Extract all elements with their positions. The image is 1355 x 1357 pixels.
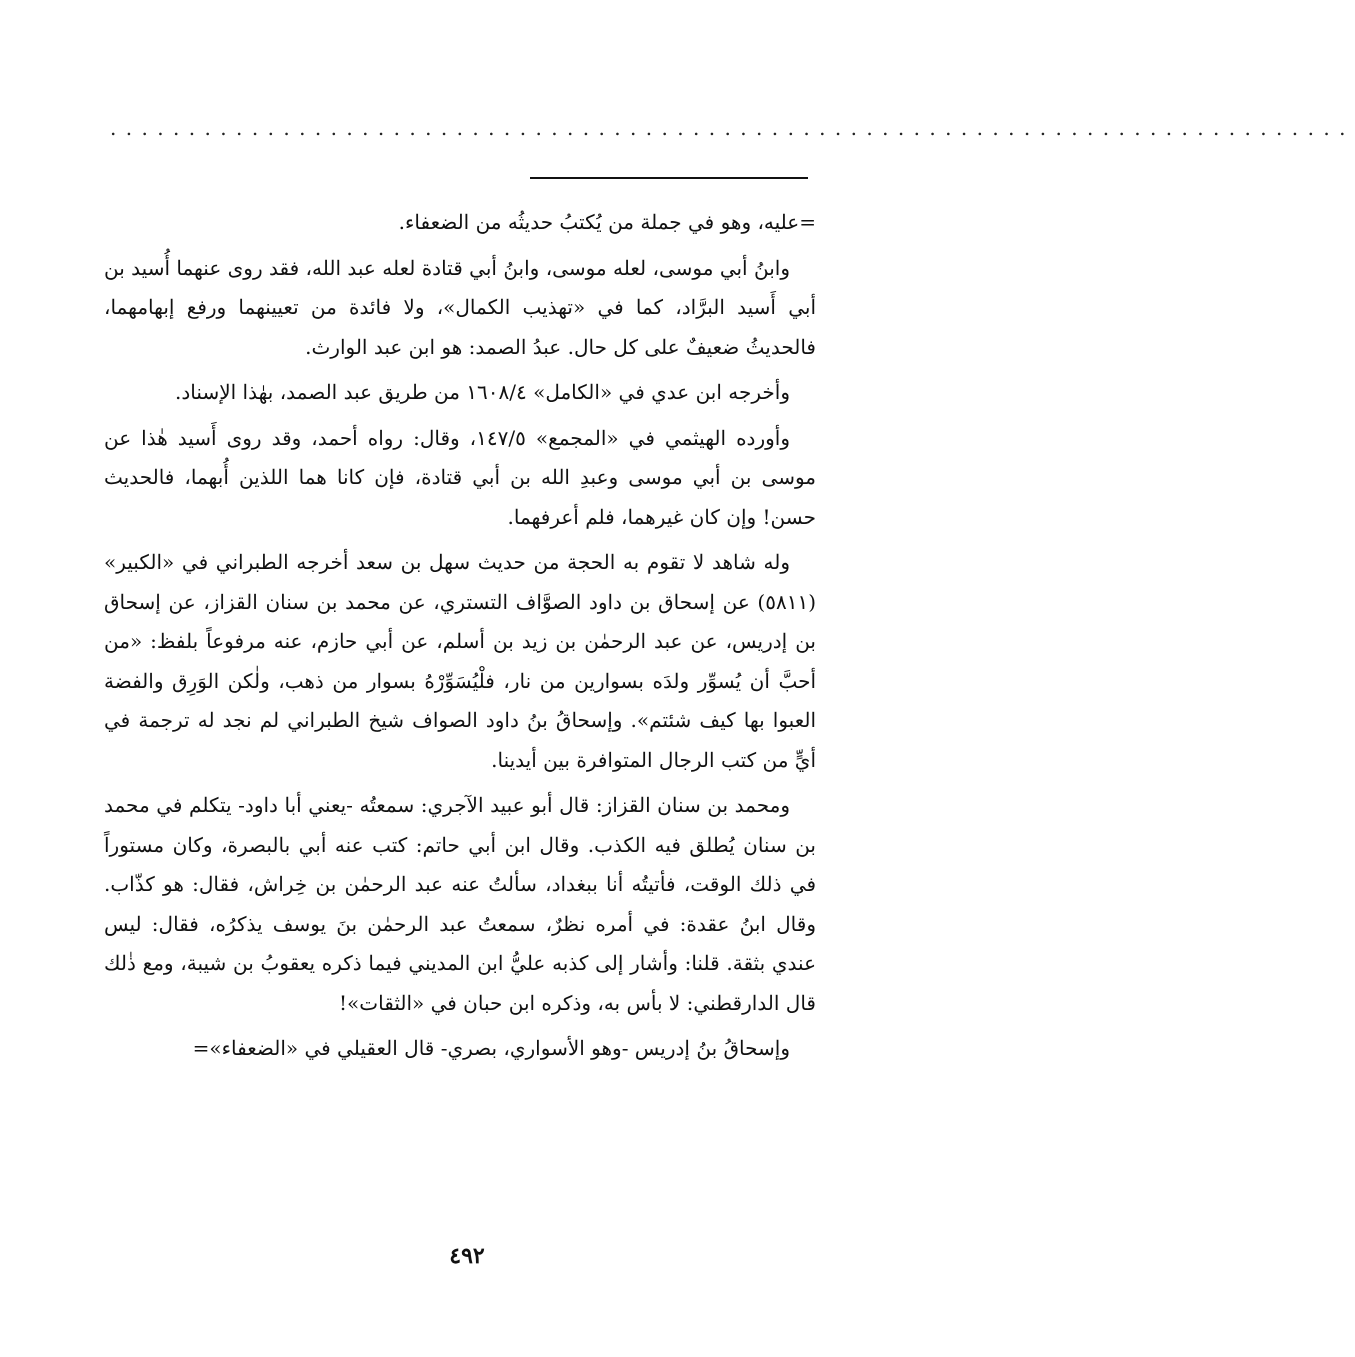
page-number: ٤٩٢ xyxy=(449,1243,485,1269)
paragraph-ibn-adi: وأخرجه ابن عدي في «الكامل» ١٦٠٨/٤ من طريق عبد الصمد، بهٰذا الإسناد. xyxy=(175,380,790,404)
footnote-rule xyxy=(530,177,808,179)
paragraph-haythami: وأورده الهيثمي في «المجمع» ١٤٧/٥، وقال: رواه أحمد، وقد روى أَسيد هٰذا عن موسى بن أبي موسى وعبدِ الله بن أبي قتادة، فإن كانا هما اللذين أُبهما، فالحديث حسن! وإن كان غيرهما، فلم أعرفهما. xyxy=(104,425,816,529)
separator-dots: ............................................................................... xyxy=(110,116,1355,140)
paragraph-continuation: =عليه، وهو في جملة من يُكتبُ حديثُه من الضعفاء. xyxy=(398,210,816,234)
paragraph-ibn-abi-musa: وابنُ أبي موسى، لعله موسى، وابنُ أبي قتادة لعله عبد الله، فقد روى عنهما أُسيد بن أبي أَسيد البرَّاد، كما في «تهذيب الكمال»، ولا فائدة من تعيينهما ورفع إبهامهما، فالحديثُ ضعيفٌ على كل حال. عبدُ الصمد: هو ابن عبد الوارث. xyxy=(104,255,816,359)
footnote-body xyxy=(104,203,816,1075)
paragraph-shahid: وله شاهد لا تقوم به الحجة من حديث سهل بن سعد أخرجه الطبراني في «الكبير» (٥٨١١) عن إسحاق بن داود الصوَّاف التستري، عن محمد بن سنان القزاز، عن إسحاق بن إدريس، عن عبد الرحمٰن بن زيد بن أسلم، عن أبي حازم، عنه مرفوعاً بلفظ: «من أحبَّ أن يُسوِّر ولدَه بسوارين من نار، فلْيُسَوِّرْهُ بسوار من ذهب، ولٰكن الوَرِق والفضة العبوا بها كيف شئتم». وإسحاقُ بنُ داود الصواف شيخ الطبراني لم نجد له ترجمة في أيٍّ من كتب الرجال المتوافرة بين أيدينا. xyxy=(104,550,816,772)
paragraph-ishaq-bin-idris: وإسحاقُ بنُ إدريس -وهو الأسواري، بصري- قال العقيلي في «الضعفاء»= xyxy=(192,1036,790,1060)
paragraph-muhammad-bin-sinan: ومحمد بن سنان القزاز: قال أبو عبيد الآجري: سمعتُه -يعني أبا داود- يتكلم في محمد بن سنان يُطلق فيه الكذب. وقال ابن أبي حاتم: كتب عنه أبي بالبصرة، وكان مستوراً في ذلك الوقت، فأتيتُه أنا ببغداد، سألتُ عنه عبد الرحمٰن بن خِراش، فقال: هو كذّاب. وقال ابنُ عقدة: في أمره نظرٌ، سمعتُ عبد الرحمٰن بنَ يوسف يذكرُه، فقال: ليس عندي بثقة. قلنا: وأشار إلى كذبه عليُّ ابن المديني فيما ذكره يعقوبُ بن شيبة، ومع ذٰلك قال الدارقطني: لا بأس به، وذكره ابن حبان في «الثقات»! xyxy=(104,793,816,1015)
